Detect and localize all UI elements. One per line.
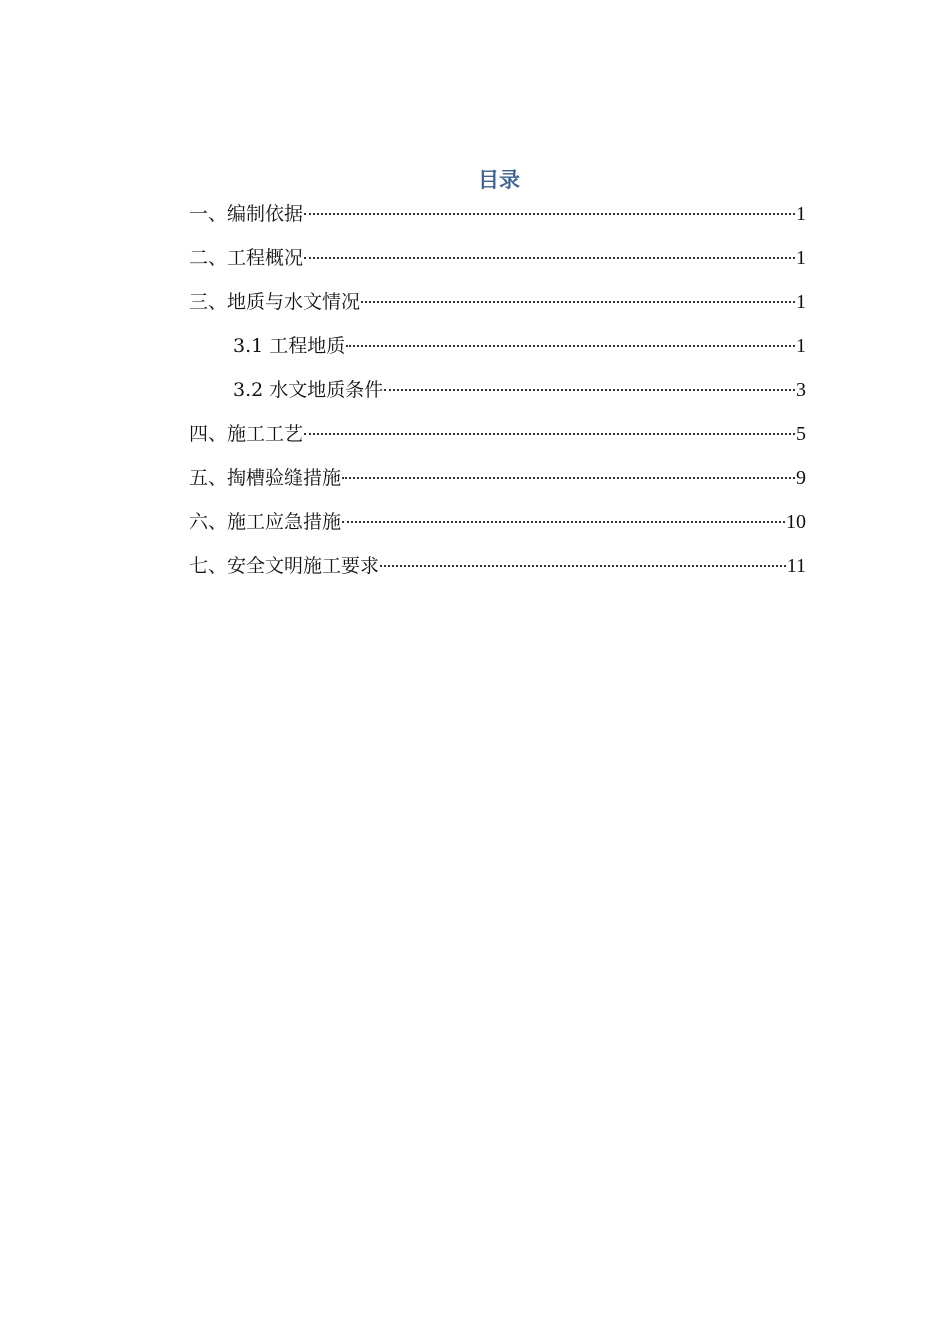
dot-leader bbox=[304, 433, 795, 435]
toc-entry-page: 1 bbox=[796, 247, 806, 269]
toc-entry[interactable] bbox=[189, 462, 806, 506]
dot-leader bbox=[380, 565, 786, 567]
dot-leader bbox=[342, 521, 785, 523]
toc-entry-label: 六、施工应急措施 bbox=[189, 511, 342, 533]
toc-title: 目录 bbox=[478, 168, 520, 192]
toc-entry-page: 1 bbox=[796, 335, 806, 357]
toc-entry[interactable] bbox=[189, 418, 806, 462]
toc-entry-label: 三、地质与水文情况 bbox=[189, 291, 361, 313]
dot-leader bbox=[346, 345, 795, 347]
toc-entry-label: 四、施工工艺 bbox=[189, 423, 304, 445]
toc-entry[interactable] bbox=[189, 550, 806, 594]
toc-entry[interactable] bbox=[189, 286, 806, 330]
toc-entry-label: 一、编制依据 bbox=[189, 203, 304, 225]
toc-entry-label: 3.1 工程地质 bbox=[233, 335, 346, 357]
toc-entry-page: 9 bbox=[796, 467, 806, 489]
toc-entry-page: 1 bbox=[796, 291, 806, 313]
toc-entry[interactable] bbox=[189, 506, 806, 550]
toc-entry-page: 3 bbox=[796, 379, 806, 401]
toc-entry-page: 1 bbox=[796, 203, 806, 225]
toc-entry-label: 七、安全文明施工要求 bbox=[189, 555, 380, 577]
toc-entry-label: 五、掏槽验缝措施 bbox=[189, 467, 342, 489]
toc-subentry[interactable] bbox=[189, 330, 806, 374]
dot-leader bbox=[304, 213, 795, 215]
toc-entry-label: 3.2 水文地质条件 bbox=[233, 379, 384, 401]
dot-leader bbox=[342, 477, 795, 479]
table-of-contents bbox=[189, 198, 806, 594]
toc-subentry[interactable] bbox=[189, 374, 806, 418]
toc-entry-page: 11 bbox=[786, 555, 806, 577]
dot-leader bbox=[384, 389, 795, 391]
toc-entry[interactable] bbox=[189, 242, 806, 286]
toc-entry-page: 5 bbox=[796, 423, 806, 445]
dot-leader bbox=[361, 301, 795, 303]
toc-entry-label: 二、工程概况 bbox=[189, 247, 304, 269]
toc-entry-page: 10 bbox=[786, 511, 806, 533]
dot-leader bbox=[304, 257, 795, 259]
toc-entry[interactable] bbox=[189, 198, 806, 242]
